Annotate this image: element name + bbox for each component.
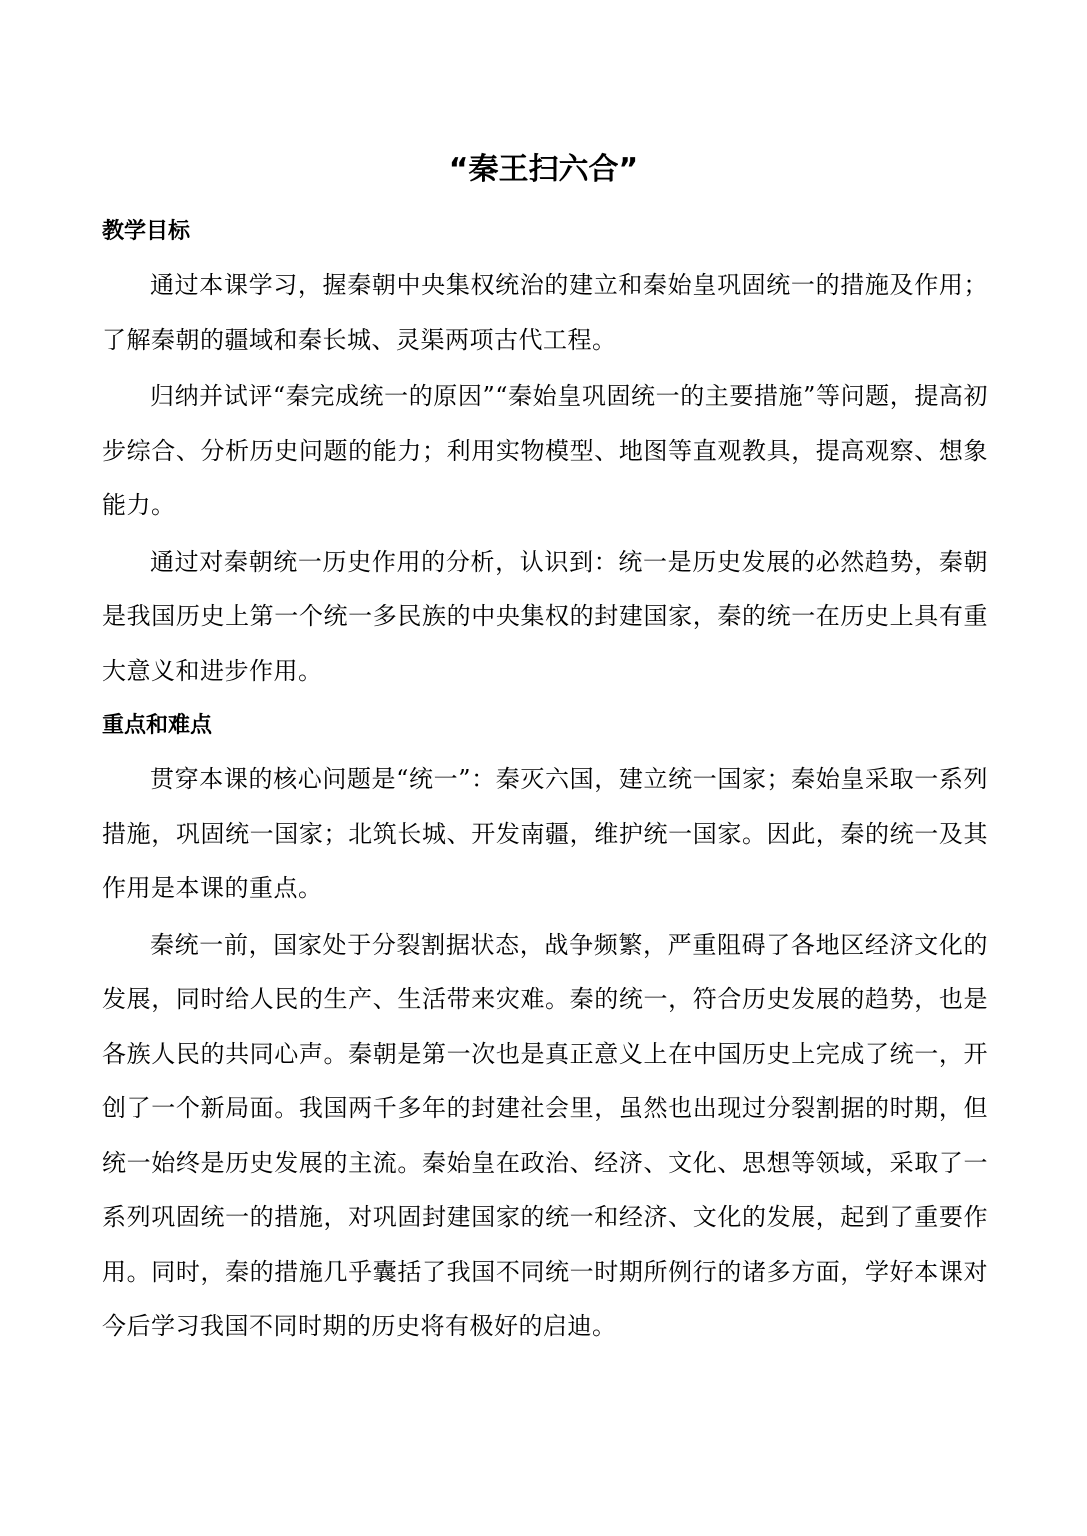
paragraph: 贯穿本课的核心问题是“统一”：秦灭六国，建立统一国家；秦始皇采取一系列措施，巩固统一国家；北筑长城、开发南疆，维护统一国家。因此，秦的统一及其作用是本课的重点。: [102, 765, 988, 902]
paragraph: 通过本课学习，握秦朝中央集权统治的建立和秦始皇巩固统一的措施及作用；了解秦朝的疆域和秦长城、灵渠两项古代工程。: [102, 271, 988, 354]
section-objectives: [102, 206, 988, 698]
document-title: “秦王扫六合”: [448, 152, 639, 187]
section-key-points: [102, 700, 988, 1354]
section-heading: 重点和难点: [102, 713, 213, 738]
paragraph: 归纳并试评“秦完成统一的原因”“秦始皇巩固统一的主要措施”等问题，提高初步综合、分析历史问题的能力；利用实物模型、地图等直观教具，提高观察、想象能力。: [102, 382, 988, 519]
paragraph: 秦统一前，国家处于分裂割据状态，战争频繁，严重阻碍了各地区经济文化的发展，同时给人民的生产、生活带来灾难。秦的统一，符合历史发展的趋势，也是各族人民的共同心声。秦朝是第一次也是真正意义上在中国历史上完成了统一，开创了一个新局面。我国两千多年的封建社会里，虽然也出现过分裂割据的时期，但统一始终是历史发展的主流。秦始皇在政治、经济、文化、思想等领域，采取了一系列巩固统一的措施，对巩固封建国家的统一和经济、文化的发展，起到了重要作用。同时，秦的措施几乎囊括了我国不同统一时期所例行的诸多方面，学好本课对今后学习我国不同时期的历史将有极好的启迪。: [102, 930, 988, 1340]
document-body: [102, 206, 988, 1356]
section-heading: 教学目标: [102, 219, 191, 244]
paragraph: 通过对秦朝统一历史作用的分析，认识到：统一是历史发展的必然趋势，秦朝是我国历史上第一个统一多民族的中央集权的封建国家，秦的统一在历史上具有重大意义和进步作用。: [102, 547, 988, 685]
